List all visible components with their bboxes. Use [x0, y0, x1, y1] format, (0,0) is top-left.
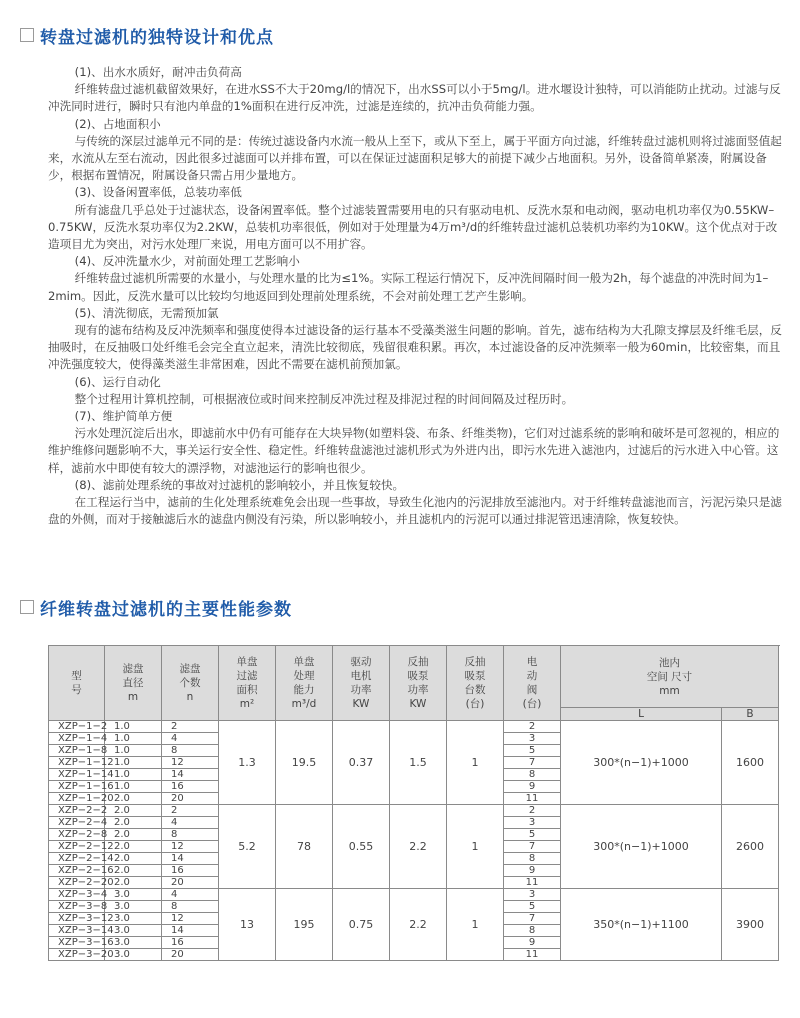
- space-B-cell: 2600: [722, 805, 779, 889]
- header-B: B: [722, 708, 779, 721]
- valve-cell: 7: [504, 841, 561, 853]
- model-cell: XZP−2−4: [49, 817, 105, 829]
- diameter-cell: 1.0: [105, 769, 162, 781]
- advantage-heading: (7)、维护简单方便: [74, 409, 173, 424]
- advantage-heading: (6)、运行自动化: [74, 374, 161, 389]
- count-cell: 8: [162, 901, 219, 913]
- diameter-cell: 2.0: [105, 865, 162, 877]
- header-pump: 反抽 吸泵 功率 KW: [390, 646, 447, 721]
- diameter-cell: 3.0: [105, 901, 162, 913]
- valve-cell: 9: [504, 865, 561, 877]
- model-cell: XZP−2−8: [49, 829, 105, 841]
- diameter-cell: 2.0: [105, 829, 162, 841]
- pump-count-cell: 1: [447, 721, 504, 805]
- model-cell: XZP−2−12: [49, 841, 105, 853]
- valve-cell: 11: [504, 793, 561, 805]
- space-B-cell: 1600: [722, 721, 779, 805]
- model-cell: XZP−1−2: [49, 721, 105, 733]
- diameter-cell: 3.0: [105, 889, 162, 901]
- valve-cell: 8: [504, 925, 561, 937]
- pump-cell: 1.5: [390, 721, 447, 805]
- advantage-heading: (1)、出水水质好，耐冲击负荷高: [74, 65, 242, 79]
- model-cell: XZP−3−12: [49, 913, 105, 925]
- advantage-paragraph: 在工程运行当中，滤前的生化处理系统难免会出现一些事故，导致生化池内的污泥排放至滤池内。对于纤维转盘滤池而言，污泥污染只是滤盘的外侧，而对于接触滤后水的滤盘内侧没有污染，所以影响较小，并且滤机内的污泥可以通过排泥管迅速清除，恢复较快。: [48, 495, 782, 527]
- diameter-cell: 3.0: [105, 949, 162, 961]
- model-cell: XZP−3−8: [49, 901, 105, 913]
- diameter-cell: 3.0: [105, 925, 162, 937]
- pump-cell: 2.2: [390, 805, 447, 889]
- count-cell: 4: [162, 817, 219, 829]
- count-cell: 2: [162, 805, 219, 817]
- area-cell: 5.2: [219, 805, 276, 889]
- valve-cell: 5: [504, 829, 561, 841]
- count-cell: 2: [162, 721, 219, 733]
- pump-count-cell: 1: [447, 889, 504, 961]
- count-cell: 4: [162, 733, 219, 745]
- count-cell: 4: [162, 889, 219, 901]
- advantages-text: [48, 64, 786, 528]
- motor-cell: 0.37: [333, 721, 390, 805]
- section-heading-design: [20, 22, 274, 48]
- count-cell: 16: [162, 781, 219, 793]
- count-cell: 20: [162, 949, 219, 961]
- count-cell: 12: [162, 913, 219, 925]
- model-cell: XZP−2−2: [49, 805, 105, 817]
- valve-cell: 7: [504, 913, 561, 925]
- section-heading-params: [20, 594, 292, 620]
- diameter-cell: 1.0: [105, 721, 162, 733]
- advantage-heading: (4)、反冲洗量水少，对前面处理工艺影响小: [74, 254, 300, 269]
- header-space: 池内 空间 尺寸 mm: [561, 646, 779, 708]
- valve-cell: 5: [504, 745, 561, 757]
- advantage-paragraph: 污水处理沉淀后出水，即滤前水中仍有可能存在大块异物(如塑料袋、布条、纤维类物)，它们对过滤系统的影响和破坏是可忽视的，相应的维护维修问题影响不大，事关运行安全性、稳定性。纤维转盘滤池过滤机形式为外进内出，即污水先进入滤池内，过滤后的污水进入中心管。这样，滤前水中即使有较大的漂浮物，对滤池运行的影响也很少。: [48, 426, 780, 475]
- checkbox-square-icon: [20, 600, 34, 614]
- advantage-paragraph: 现有的滤布结构及反冲洗频率和强度使得本过滤设备的运行基本不受藻类滋生问题的影响。首先，滤布结构为大孔隙支撑层及纤维毛层，反抽吸时，在反抽吸口处纤维毛会完全直立起来，清洗比较彻底，残留很难积累。再次，本过滤设备的反冲洗频率一般为60min，比较密集，而且冲洗强度较大，使得藻类滋生非常困难，因此不需要在滤机前预加氯。: [48, 323, 782, 372]
- count-cell: 14: [162, 769, 219, 781]
- valve-cell: 7: [504, 757, 561, 769]
- diameter-cell: 1.0: [105, 745, 162, 757]
- count-cell: 8: [162, 745, 219, 757]
- valve-cell: 2: [504, 805, 561, 817]
- valve-cell: 3: [504, 733, 561, 745]
- section-title: 纤维转盘过滤机的主要性能参数: [40, 599, 292, 620]
- advantage-heading: (3)、设备闲置率低，总装功率低: [74, 185, 242, 200]
- area-cell: 13: [219, 889, 276, 961]
- model-cell: XZP−1−4: [49, 733, 105, 745]
- header-capacity: 单盘 处理 能力 m³/d: [276, 646, 333, 721]
- model-cell: XZP−1−12: [49, 757, 105, 769]
- header-motor: 驱动 电机 功率 KW: [333, 646, 390, 721]
- valve-cell: 8: [504, 853, 561, 865]
- diameter-cell: 1.0: [105, 757, 162, 769]
- header-pump-count: 反抽 吸泵 台数 (台): [447, 646, 504, 721]
- header-valve: 电 动 阀 (台): [504, 646, 561, 721]
- model-cell: XZP−1−14: [49, 769, 105, 781]
- diameter-cell: 3.0: [105, 913, 162, 925]
- header-area: 单盘 过滤 面积 m²: [219, 646, 276, 721]
- advantage-heading: (8)、滤前处理系统的事故对过滤机的影响较小，并且恢复较快。: [74, 477, 405, 492]
- model-cell: XZP−1−8: [49, 745, 105, 757]
- count-cell: 14: [162, 853, 219, 865]
- header-model: 型 号: [49, 646, 105, 721]
- model-cell: XZP−2−20: [49, 877, 105, 889]
- count-cell: 16: [162, 865, 219, 877]
- advantage-paragraph: 纤维转盘过滤机所需要的水量小，与处理水量的比为≤1%。实际工程运行情况下，反冲洗间隔时间一般为2h，每个滤盘的冲洗时间为1–2mim。因此，反洗水量可以比较均匀地返回到处理前处理系统，不会对前处理工艺产生影响。: [48, 271, 769, 303]
- diameter-cell: 2.0: [105, 793, 162, 805]
- model-cell: XZP−3−20: [49, 949, 105, 961]
- count-cell: 8: [162, 829, 219, 841]
- motor-cell: 0.75: [333, 889, 390, 961]
- area-cell: 1.3: [219, 721, 276, 805]
- header-count: 滤盘 个数 n: [162, 646, 219, 721]
- header-L: L: [561, 708, 722, 721]
- diameter-cell: 2.0: [105, 817, 162, 829]
- valve-cell: 2: [504, 721, 561, 733]
- header-diameter: 滤盘 直径 m: [105, 646, 162, 721]
- count-cell: 20: [162, 793, 219, 805]
- valve-cell: 8: [504, 769, 561, 781]
- count-cell: 16: [162, 937, 219, 949]
- advantage-paragraph: 与传统的深层过滤单元不同的是：传统过滤设备内水流一般从上至下，或从下至上，属于平面方向过滤，纤维转盘过滤机则将过滤面竖值起来，水流从左至右流动，因此很多过滤面可以并排布置，可以在保证过滤面积足够大的前提下减少占地面积。另外，设备简单紧凑，附属设备少，根据布置情况，附属设备只需占用少量地方。: [48, 133, 782, 183]
- valve-cell: 3: [504, 817, 561, 829]
- advantage-heading: (2)、占地面积小: [74, 116, 161, 131]
- space-L-cell: 300*(n−1)+1000: [561, 805, 722, 889]
- pump-cell: 2.2: [390, 889, 447, 961]
- checkbox-square-icon: [20, 28, 34, 42]
- model-cell: XZP−1−20: [49, 793, 105, 805]
- diameter-cell: 2.0: [105, 841, 162, 853]
- capacity-cell: 78: [276, 805, 333, 889]
- advantage-paragraph: 整个过程用计算机控制，可根据液位或时间来控制反冲洗过程及排泥过程的时间间隔及过程历时。: [74, 391, 574, 406]
- model-cell: XZP−2−16: [49, 865, 105, 877]
- valve-cell: 11: [504, 949, 561, 961]
- table-row: [49, 805, 779, 817]
- valve-cell: 9: [504, 781, 561, 793]
- advantage-heading: (5)、清洗彻底，无需预加氯: [74, 305, 219, 320]
- advantage-paragraph: 纤维转盘过滤机截留效果好，在进水SS不大于20mg/l的情况下，出水SS可以小于5mg/l。进水堰设计独特，可以消能防止扰动。过滤与反冲洗同时进行，瞬时只有池内单盘的1%面积在进行反冲洗，过滤是连续的，抗冲击负荷能力强。: [48, 82, 781, 114]
- count-cell: 20: [162, 877, 219, 889]
- spec-table: [48, 645, 779, 961]
- model-cell: XZP−2−14: [49, 853, 105, 865]
- model-cell: XZP−3−16: [49, 937, 105, 949]
- capacity-cell: 195: [276, 889, 333, 961]
- count-cell: 12: [162, 757, 219, 769]
- section-title: 转盘过滤机的独特设计和优点: [40, 27, 274, 48]
- space-B-cell: 3900: [722, 889, 779, 961]
- model-cell: XZP−1−16: [49, 781, 105, 793]
- count-cell: 12: [162, 841, 219, 853]
- table-row: [49, 889, 779, 901]
- diameter-cell: 2.0: [105, 805, 162, 817]
- advantage-paragraph: 所有滤盘几乎总处于过滤状态，设备闲置率低。整个过滤装置需要用电的只有驱动电机、反洗水泵和电动阀，驱动电机功率仅为0.55KW–0.75KW，反洗水泵功率仅为2.2KW，总装机功率很低，例如对于处理量为4万m³/d的纤维转盘过滤机总装机功率约为10KW。这个优点对于改造项目尤为突出，对污水处理厂来说，用电方面可以不用扩容。: [48, 202, 778, 252]
- model-cell: XZP−3−14: [49, 925, 105, 937]
- model-cell: XZP−3−4: [49, 889, 105, 901]
- diameter-cell: 1.0: [105, 733, 162, 745]
- diameter-cell: 3.0: [105, 937, 162, 949]
- valve-cell: 3: [504, 889, 561, 901]
- diameter-cell: 2.0: [105, 877, 162, 889]
- space-L-cell: 300*(n−1)+1000: [561, 721, 722, 805]
- diameter-cell: 2.0: [105, 853, 162, 865]
- capacity-cell: 19.5: [276, 721, 333, 805]
- valve-cell: 11: [504, 877, 561, 889]
- count-cell: 14: [162, 925, 219, 937]
- valve-cell: 5: [504, 901, 561, 913]
- table-row: [49, 721, 779, 733]
- diameter-cell: 1.0: [105, 781, 162, 793]
- space-L-cell: 350*(n−1)+1100: [561, 889, 722, 961]
- motor-cell: 0.55: [333, 805, 390, 889]
- valve-cell: 9: [504, 937, 561, 949]
- pump-count-cell: 1: [447, 805, 504, 889]
